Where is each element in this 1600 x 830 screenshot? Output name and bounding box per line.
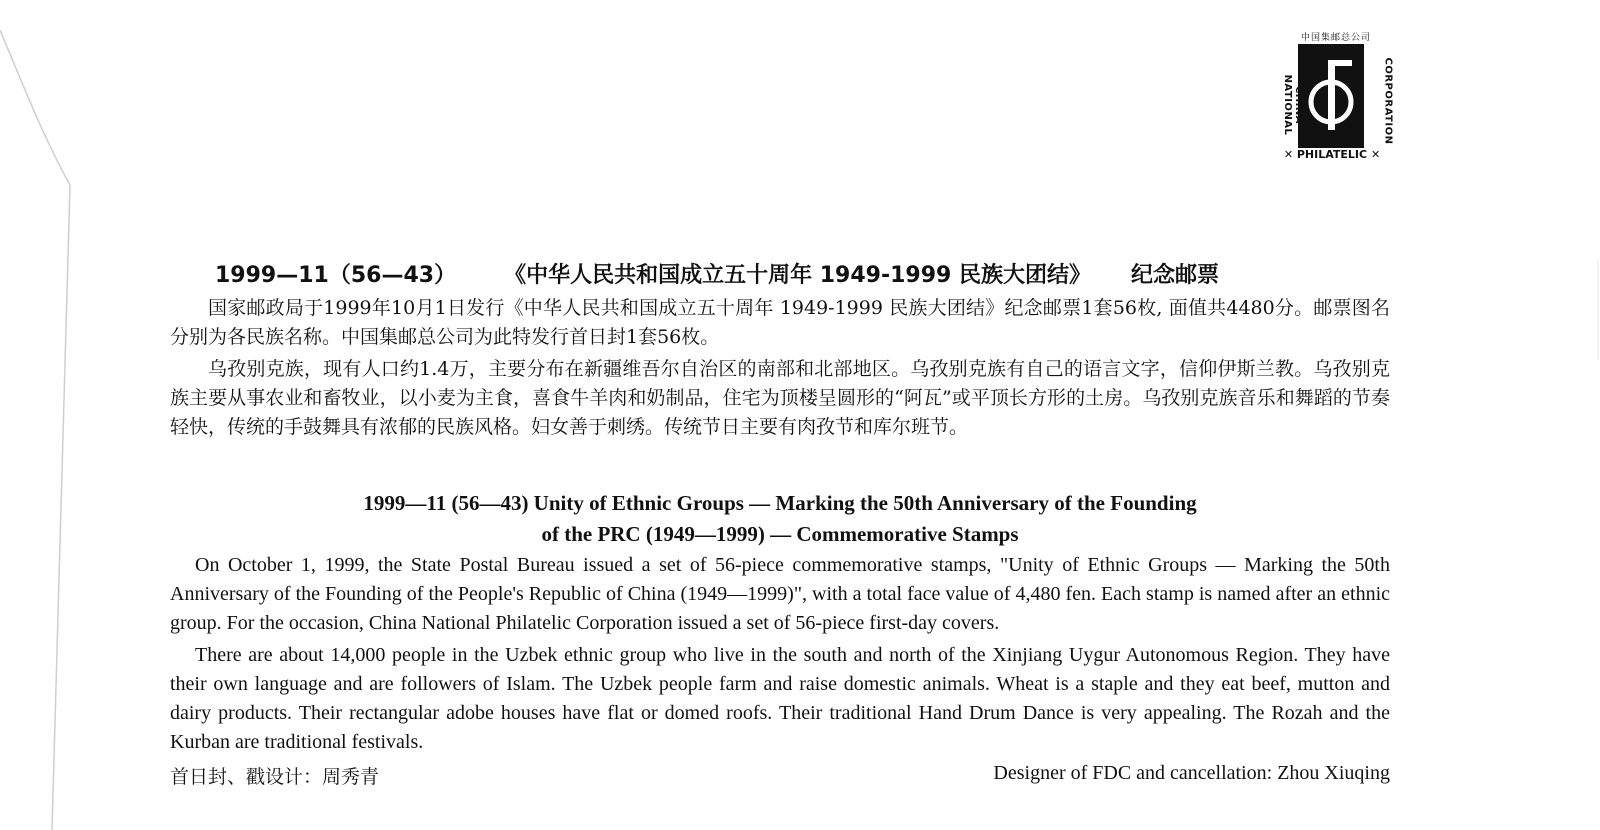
- logo-bottom-row: [1282, 148, 1382, 161]
- logo-top-text: 中国集邮总公司: [1300, 33, 1371, 43]
- en-title-line-2: of the PRC (1949—1999) — Commemorative Stamps: [541, 522, 1019, 546]
- ornament-left-icon: ✕: [1283, 148, 1294, 161]
- cn-title-number: 1999—11（56—43）: [215, 263, 457, 288]
- cn-title-name: 《中华人民共和国成立五十周年 1949-1999 民族大团结》: [504, 263, 1091, 288]
- designer-credit-cn: 首日封、戳设计：周秀青: [170, 766, 380, 788]
- logo-right-text: CORPORATION: [1382, 57, 1394, 145]
- logo-left-text: CHINA NATIONAL: [1282, 74, 1304, 136]
- cn-body: [170, 294, 1390, 445]
- ornament-right-icon: ✕: [1370, 148, 1381, 161]
- en-paragraph-2: There are about 14,000 people in the Uzbek ethnic group who live in the south and north of the Xinjiang Uygur Autonomous Region. They have their own language and are followers of Islam. The Uzbek people farm and raise domestic animals. Wheat is a staple and they eat beef, mutton and dairy products. Their rectangular adobe houses have flat or domed roofs. Their traditional Hand Drum Dance is very appealing. The Rozah and the Kurban are traditional festivals.: [170, 644, 1390, 753]
- cn-title: [215, 258, 1385, 289]
- designer-credit-en: Designer of FDC and cancellation: Zhou Xiuqing: [993, 762, 1390, 784]
- logo-mark-icon: [1298, 44, 1364, 148]
- cn-title-tail: 纪念邮票: [1131, 263, 1220, 288]
- en-paragraph-1: On October 1, 1999, the State Postal Bureau issued a set of 56-piece commemorative stamps, "Unity of Ethnic Groups — Marking the 50th Anniversary of the Founding of the People's Republic of China (1949—1999)", with a total face value of 4,480 fen. Each stamp is named after an ethnic group. For the occasion, China National Philatelic Corporation issued a set of 56-piece first-day covers.: [170, 554, 1390, 634]
- cn-paragraph-2: 乌孜别克族，现有人口约1.4万，主要分布在新疆维吾尔自治区的南部和北部地区。乌孜别克族有自己的语言文字，信仰伊斯兰教。乌孜别克族主要从事农业和畜牧业，以小麦为主食，喜食牛羊肉和奶制品，住宅为顶楼呈圆形的“阿瓦”或平顶长方形的土房。乌孜别克族音乐和舞蹈的节奏轻快，传统的手鼓舞具有浓郁的民族风格。妇女善于刺绣。传统节日主要有肉孜节和库尔班节。: [170, 358, 1390, 438]
- cnpc-logo: [1282, 30, 1392, 170]
- en-title-line-1: 1999—11 (56—43) Unity of Ethnic Groups — Marking the 50th Anniversary of the Founding: [363, 491, 1197, 515]
- en-title: [170, 488, 1390, 550]
- cn-paragraph-1: 国家邮政局于1999年10月1日发行《中华人民共和国成立五十周年 1949-1999 民族大团结》纪念邮票1套56枚, 面值共4480分。邮票图名分别为各民族名称。中国集邮总公司为此特发行首日封1套56枚。: [170, 297, 1390, 348]
- logo-bottom-text: PHILATELIC: [1296, 148, 1368, 161]
- en-body: [170, 551, 1390, 760]
